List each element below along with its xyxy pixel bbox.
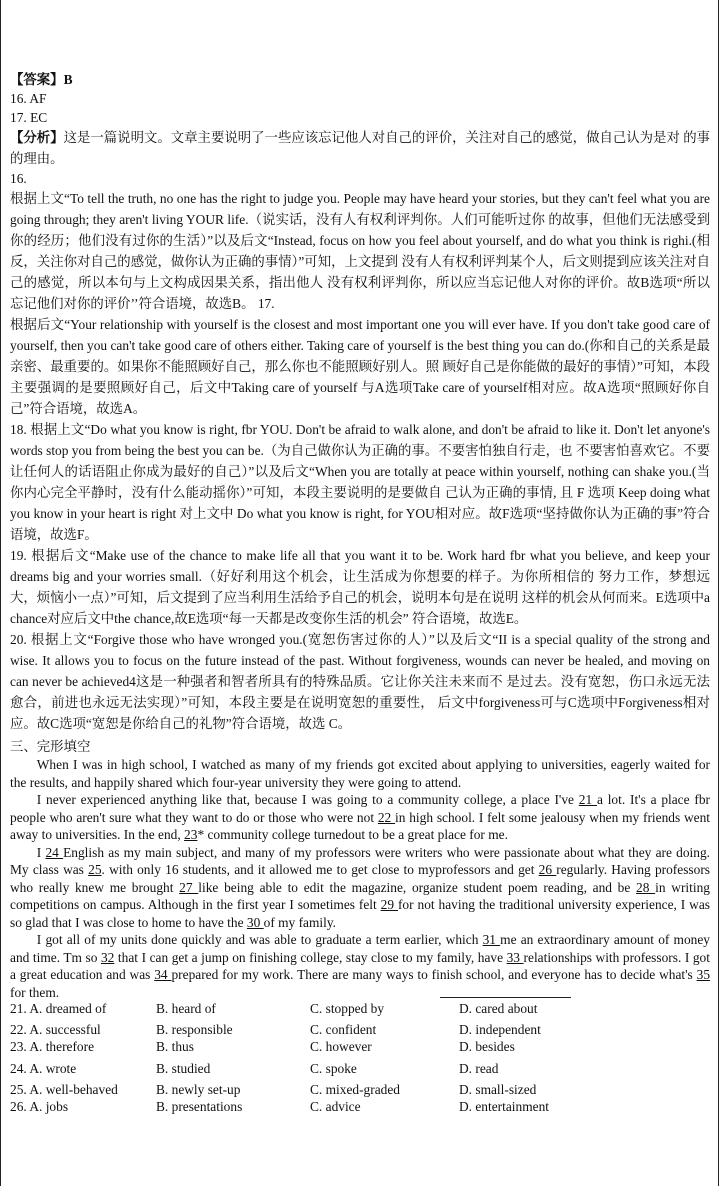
option-b: B. thus xyxy=(156,1039,194,1054)
option-b: B. heard of xyxy=(156,1001,216,1016)
explanation-16: 根据上文“To tell the truth, no one has the right to judge you. People may have heard your stories, but they can't feel what you are going through; they aren't living YOUR life.（说实话，没有人有权利评判你。人们可能听过你 的故事，但他们无法感受到你的经历；他们没有过你的生活）”以及后文“Instead, focus on how you feel about yourself, and do what you think is righi.(相反，关注你对自己的感觉，做你认为正确的事情）”可知，上文提到 没有人有权利评判某个人，后文则提到应该关注对自己的感觉，所以本句与上文构成因果关系，指出他人 没有权利评判你，所以应当忘记他人对你的评价。故B选项“所以忘记他们对你的评价’’符合语境，故选B。 17. xyxy=(10,191,710,311)
blank-32: 32 xyxy=(100,949,115,965)
blank-24: 24 xyxy=(45,844,64,860)
option-b: B. studied xyxy=(156,1061,211,1076)
cloze-text: regularly. Having professors who really knew me brought xyxy=(10,862,710,895)
blank-33: 33 xyxy=(506,949,524,965)
document-body xyxy=(10,70,710,1001)
cloze-text: I never experienced anything like that, because I was going to a community college, a place I've xyxy=(36,792,579,807)
option-row-21 xyxy=(10,1000,710,1017)
cloze-paragraph-3 xyxy=(10,844,710,932)
cloze-paragraph-1: When I was in high school, I watched as many of my friends got excited about applying to universities, eagerly waited for the results, and happily shared which four-year university they were going to attend. xyxy=(10,757,710,790)
explanation-16-number: 16. xyxy=(10,171,27,186)
answer-line xyxy=(10,70,710,89)
option-c: C. spoke xyxy=(310,1061,357,1076)
option-d: D. small-sized xyxy=(459,1082,537,1097)
page-border-left xyxy=(0,0,1,1186)
option-d: D. entertainment xyxy=(459,1099,549,1114)
answer-divider-line xyxy=(440,997,571,998)
option-c: C. stopped by xyxy=(310,1001,385,1016)
blank-35: 35 xyxy=(696,967,711,982)
analysis-text: 这是一篇说明文。文章主要说明了一些应该忘记他人对自己的评价，关注对自己的感觉，做自己认为是对 的事的理由。 xyxy=(10,130,710,166)
analysis-paragraph xyxy=(10,127,710,169)
option-a: 21. A. dreamed of xyxy=(10,1001,107,1016)
option-row-23 xyxy=(10,1038,710,1055)
blank-25: 25 xyxy=(88,862,102,877)
blank-31: 31 xyxy=(482,932,501,947)
option-row-22 xyxy=(10,1021,710,1038)
answer-label: 【答案】 xyxy=(10,72,64,87)
cloze-text: like being able to edit the magazine, organize student poem reading, and be xyxy=(198,879,637,895)
option-row-26 xyxy=(10,1098,710,1115)
cloze-text: in high school. I felt some jealousy when my friends went away to universities. In the end, xyxy=(10,809,710,842)
option-b: B. responsible xyxy=(156,1022,233,1037)
answer-16: 16. AF xyxy=(10,91,47,106)
cloze-paragraph-4 xyxy=(10,931,710,1001)
cloze-text: for not having the traditional university experience, I was so glad that I was close to home to have the xyxy=(10,897,710,930)
cloze-text: relationships with professors. I got a great education and was xyxy=(10,949,710,982)
explanation-20: 20. 根据上文“Forgive those who have wronged you.(宽恕伤害过你的人）”以及后文“II is a special quality of the strong and wise. It allows you to focus on the future instead of the past. Without forgiveness, wounds can never be healed, and moving on can never be achieved4这是一种强者和智者所具有的特殊品质。它让你关注未来而不 是过去。没有宽恕，伤口永远无法愈合，前进也永远无法实现）”可知，本段主要是在说明宽恕的重要性， 后文中forgiveness可与C选项中Forgiveness相对应。故C选项“宽恕是你给自己的礼物”符合语境，故选 C。 xyxy=(10,632,710,731)
option-a: 23. A. therefore xyxy=(10,1039,95,1054)
blank-28: 28 xyxy=(636,879,656,895)
cloze-text: in writing competitions on campus. Although in the first year I sometimes felt xyxy=(10,879,710,912)
option-a: 22. A. successful xyxy=(10,1022,101,1037)
cloze-text: me an extraordinary amount of money and time. Tm so xyxy=(10,932,710,965)
option-row-25 xyxy=(10,1081,710,1098)
option-a: 24. A. wrote xyxy=(10,1061,77,1076)
blank-26: 26 xyxy=(538,862,557,877)
answer-17: 17. EC xyxy=(10,110,48,125)
cloze-paragraph-2 xyxy=(10,791,710,844)
blank-34: 34 xyxy=(154,967,172,982)
analysis-label: 【分析】 xyxy=(10,130,64,145)
answer-value: B xyxy=(63,72,73,87)
blank-22: 22 xyxy=(377,809,396,825)
cloze-text: . with only 16 students, and it allowed me to get close to myprofessors and get xyxy=(101,862,539,877)
options-block xyxy=(10,1000,710,1115)
option-c: C. mixed-graded xyxy=(310,1082,400,1097)
explanation-17: 根据后文“Your relationship with yourself is the closest and most important one you will ever have. If you don't take good care of yourself, then you can't take good care of others either. Taking care of yourself is the best thing you can do.(你和自己的关系是最亲密、最重要的。如果你不能照顾好自己，那么你也不能照顾好别人。照 顾好自己是你能做的最好的事情）”可知，本段主要强调的是要照顾好自己，后文中Taking care of yourself 与A选项Take care of yourself相对应。故A选项“照顾好你自己”符合语境，故选A。 xyxy=(10,317,710,416)
option-a: 25. A. well-behaved xyxy=(10,1082,118,1097)
cloze-text: of my family. xyxy=(263,914,337,930)
section-title-cloze: 三、完形填空 xyxy=(10,739,91,754)
blank-21: 21 xyxy=(578,792,597,807)
cloze-text: I got all of my units done quickly and was able to graduate a term earlier, which xyxy=(36,932,483,947)
option-c: C. however xyxy=(310,1039,372,1054)
option-row-24 xyxy=(10,1060,710,1077)
option-a: 26. A. jobs xyxy=(10,1099,69,1114)
page-border-right xyxy=(718,0,719,1186)
cloze-text: English as my main subject, and many of my professors were writers who were passionate about what they are doing. My class was xyxy=(10,844,710,877)
blank-29: 29 xyxy=(380,897,398,912)
option-d: D. besides xyxy=(459,1039,515,1054)
option-d: D. independent xyxy=(459,1022,541,1037)
blank-27: 27 xyxy=(179,879,199,895)
option-c: C. advice xyxy=(310,1099,361,1114)
option-d: D. read xyxy=(459,1061,499,1076)
cloze-text: a lot. It's a place fbr people who aren't sure what they want to do or those who were not xyxy=(10,792,710,825)
option-b: B. presentations xyxy=(156,1099,243,1114)
blank-23: 23 xyxy=(184,827,198,842)
explanation-19: 19. 根据后文“Make use of the chance to make life all that you want it to be. Work hard fbr what you believe, and keep your dreams big and your worries small.（好好利用这个机会，让生活成为你想要的样子。为你所相信的 努力工作，梦想远大，烦恼小一点）”可知，后文提到了应当利用生活给予自己的机会，说明本句是在说明 这样的机会从何而来。E选项中a chance对应后文中the chance,故E选项“每一天都是改变你生活的机会” 符合语境，故选E。 xyxy=(10,548,710,626)
blank-30: 30 xyxy=(246,914,264,930)
cloze-text: * community college turnedout to be a great place for me. xyxy=(197,827,508,842)
option-b: B. newly set-up xyxy=(156,1082,241,1097)
option-c: C. confident xyxy=(310,1022,377,1037)
cloze-text: prepared for my work. There are many ways to finish school, and everyone has to decide what's xyxy=(171,967,697,982)
cloze-text: I xyxy=(36,844,46,860)
option-d: D. cared about xyxy=(459,1001,538,1016)
cloze-text: for them. xyxy=(10,984,60,1000)
cloze-text: that I can get a jump on finishing college, stay close to my family, have xyxy=(114,949,507,965)
explanation-18: 18. 根据上文“Do what you know is right, fbr YOU. Don't be afraid to walk alone, and don't be afraid to like it. Don't let anyone's words stop you from being the best you can be.（为自己做你认为正确的事。不要害怕独自行走，也 不要害怕喜欢它。不要让任何人的话语阻止你成为最好的自己）”以及后文“When you are totally at peace within yourself, nothing can shake you.(当你内心完全平静时，没有什么能动摇你）”可知，本段主要说明的是要做自 己认为正确的事情, 且 F 选项 Keep doing what you know in your heart is right 对上文中 Do what you know is right, for YOU相对应。故F选项“坚持做你认为正确的事”符合语境，故选F。 xyxy=(10,422,710,542)
